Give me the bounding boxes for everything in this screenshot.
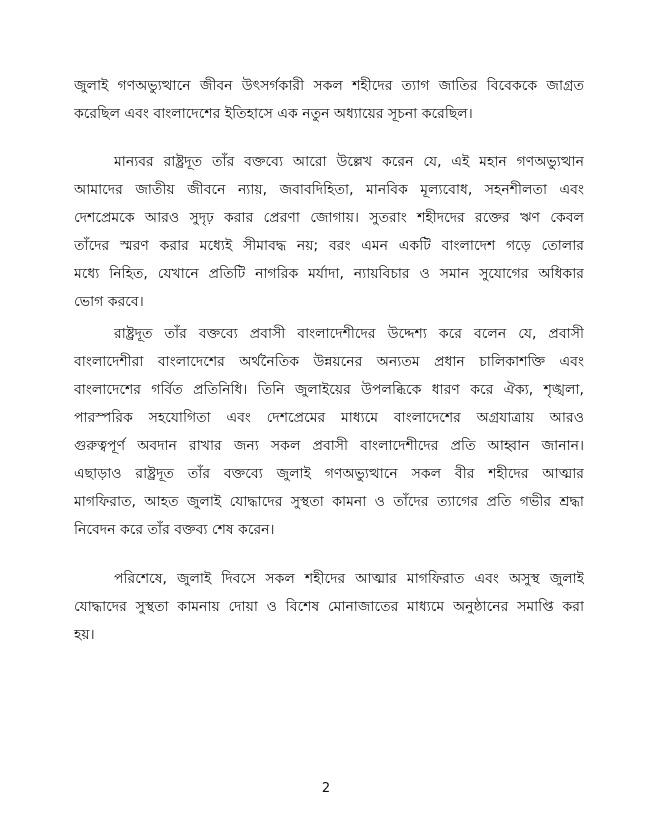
paragraph-line: মান্যবর রাষ্ট্রদূত তাঁর বক্তব্যে আরো উল্লেখ করেন যে, এই মহান গণঅভ্যুত্থান	[114, 154, 584, 170]
paragraph-4	[74, 565, 584, 649]
paragraph-line: তাঁদের স্মরণ করার মধ্যেই সীমাবদ্ধ নয়; বরং এমন একটি বাংলাদেশ গড়ে তোলার	[74, 238, 584, 254]
paragraph-line: পারস্পরিক সহযোগিতা এবং দেশপ্রেমের মাধ্যমে বাংলাদেশের অগ্রযাত্রায় আরও	[74, 410, 584, 426]
paragraph-line: মধ্যে নিহিত, যেখানে প্রতিটি নাগরিক মর্যাদা, ন্যায়বিচার ও সমান সুযোগের অধিকার	[74, 266, 584, 282]
paragraph-line: হয়।	[74, 627, 95, 643]
paragraph-line: দেশপ্রেমকে আরও সুদৃঢ় করার প্রেরণা জোগায়। সুতরাং শহীদদের রক্তের ঋণ কেবল	[74, 210, 584, 226]
paragraph-line: করেছিল এবং বাংলাদেশের ইতিহাসে এক নতুন অধ্যায়ের সূচনা করেছিল।	[74, 106, 473, 122]
paragraph-line: নিবেদন করে তাঁর বক্তব্য শেষ করেন।	[74, 522, 275, 538]
paragraph-line: ভোগ করবে।	[74, 294, 144, 310]
paragraph-line: যোদ্ধাদের সুস্থতা কামনায় দোয়া ও বিশেষ মোনাজাতের মাধ্যমে অনুষ্ঠানের সমাপ্তি করা	[74, 599, 584, 615]
paragraph-line: বাংলাদেশীরা বাংলাদেশের অর্থনৈতিক উন্নয়নের অন্যতম প্রধান চালিকাশক্তি এবং	[74, 354, 584, 370]
paragraph-1	[74, 72, 584, 128]
paragraph-line: জুলাই গণঅভ্যুত্থানে জীবন উৎসর্গকারী সকল শহীদের ত্যাগ জাতির বিবেককে জাগ্রত	[74, 78, 584, 94]
paragraph-line: বাংলাদেশের গর্বিত প্রতিনিধি। তিনি জুলাইয়ের উপলব্ধিকে ধারণ করে ঐক্য, শৃঙ্খলা,	[74, 382, 584, 398]
page-number: 2	[321, 781, 331, 796]
paragraph-line: গুরুত্বপূর্ণ অবদান রাখার জন্য সকল প্রবাসী বাংলাদেশীদের প্রতি আহ্বান জানান।	[74, 438, 584, 454]
paragraph-line: পরিশেষে, জুলাই দিবসে সকল শহীদের আত্মার মাগফিরাত এবং অসুস্থ জুলাই	[114, 571, 584, 587]
paragraph-3	[74, 320, 584, 544]
paragraph-line: এছাড়াও রাষ্ট্রদূত তাঁর বক্তব্যে জুলাই গণঅভ্যুত্থানে সকল বীর শহীদের আত্মার	[74, 466, 584, 482]
paragraph-line: মাগফিরাত, আহত জুলাই যোদ্ধাদের সুস্থতা কামনা ও তাঁদের ত্যাগের প্রতি গভীর শ্রদ্ধা	[74, 494, 584, 510]
paragraph-line: আমাদের জাতীয় জীবনে ন্যায়, জবাবদিহিতা, মানবিক মূল্যবোধ, সহনশীলতা এবং	[74, 182, 584, 198]
paragraph-line: রাষ্ট্রদূত তাঁর বক্তব্যে প্রবাসী বাংলাদেশীদের উদ্দেশ্য করে বলেন যে, প্রবাসী	[114, 326, 584, 342]
paragraph-2	[74, 148, 584, 316]
